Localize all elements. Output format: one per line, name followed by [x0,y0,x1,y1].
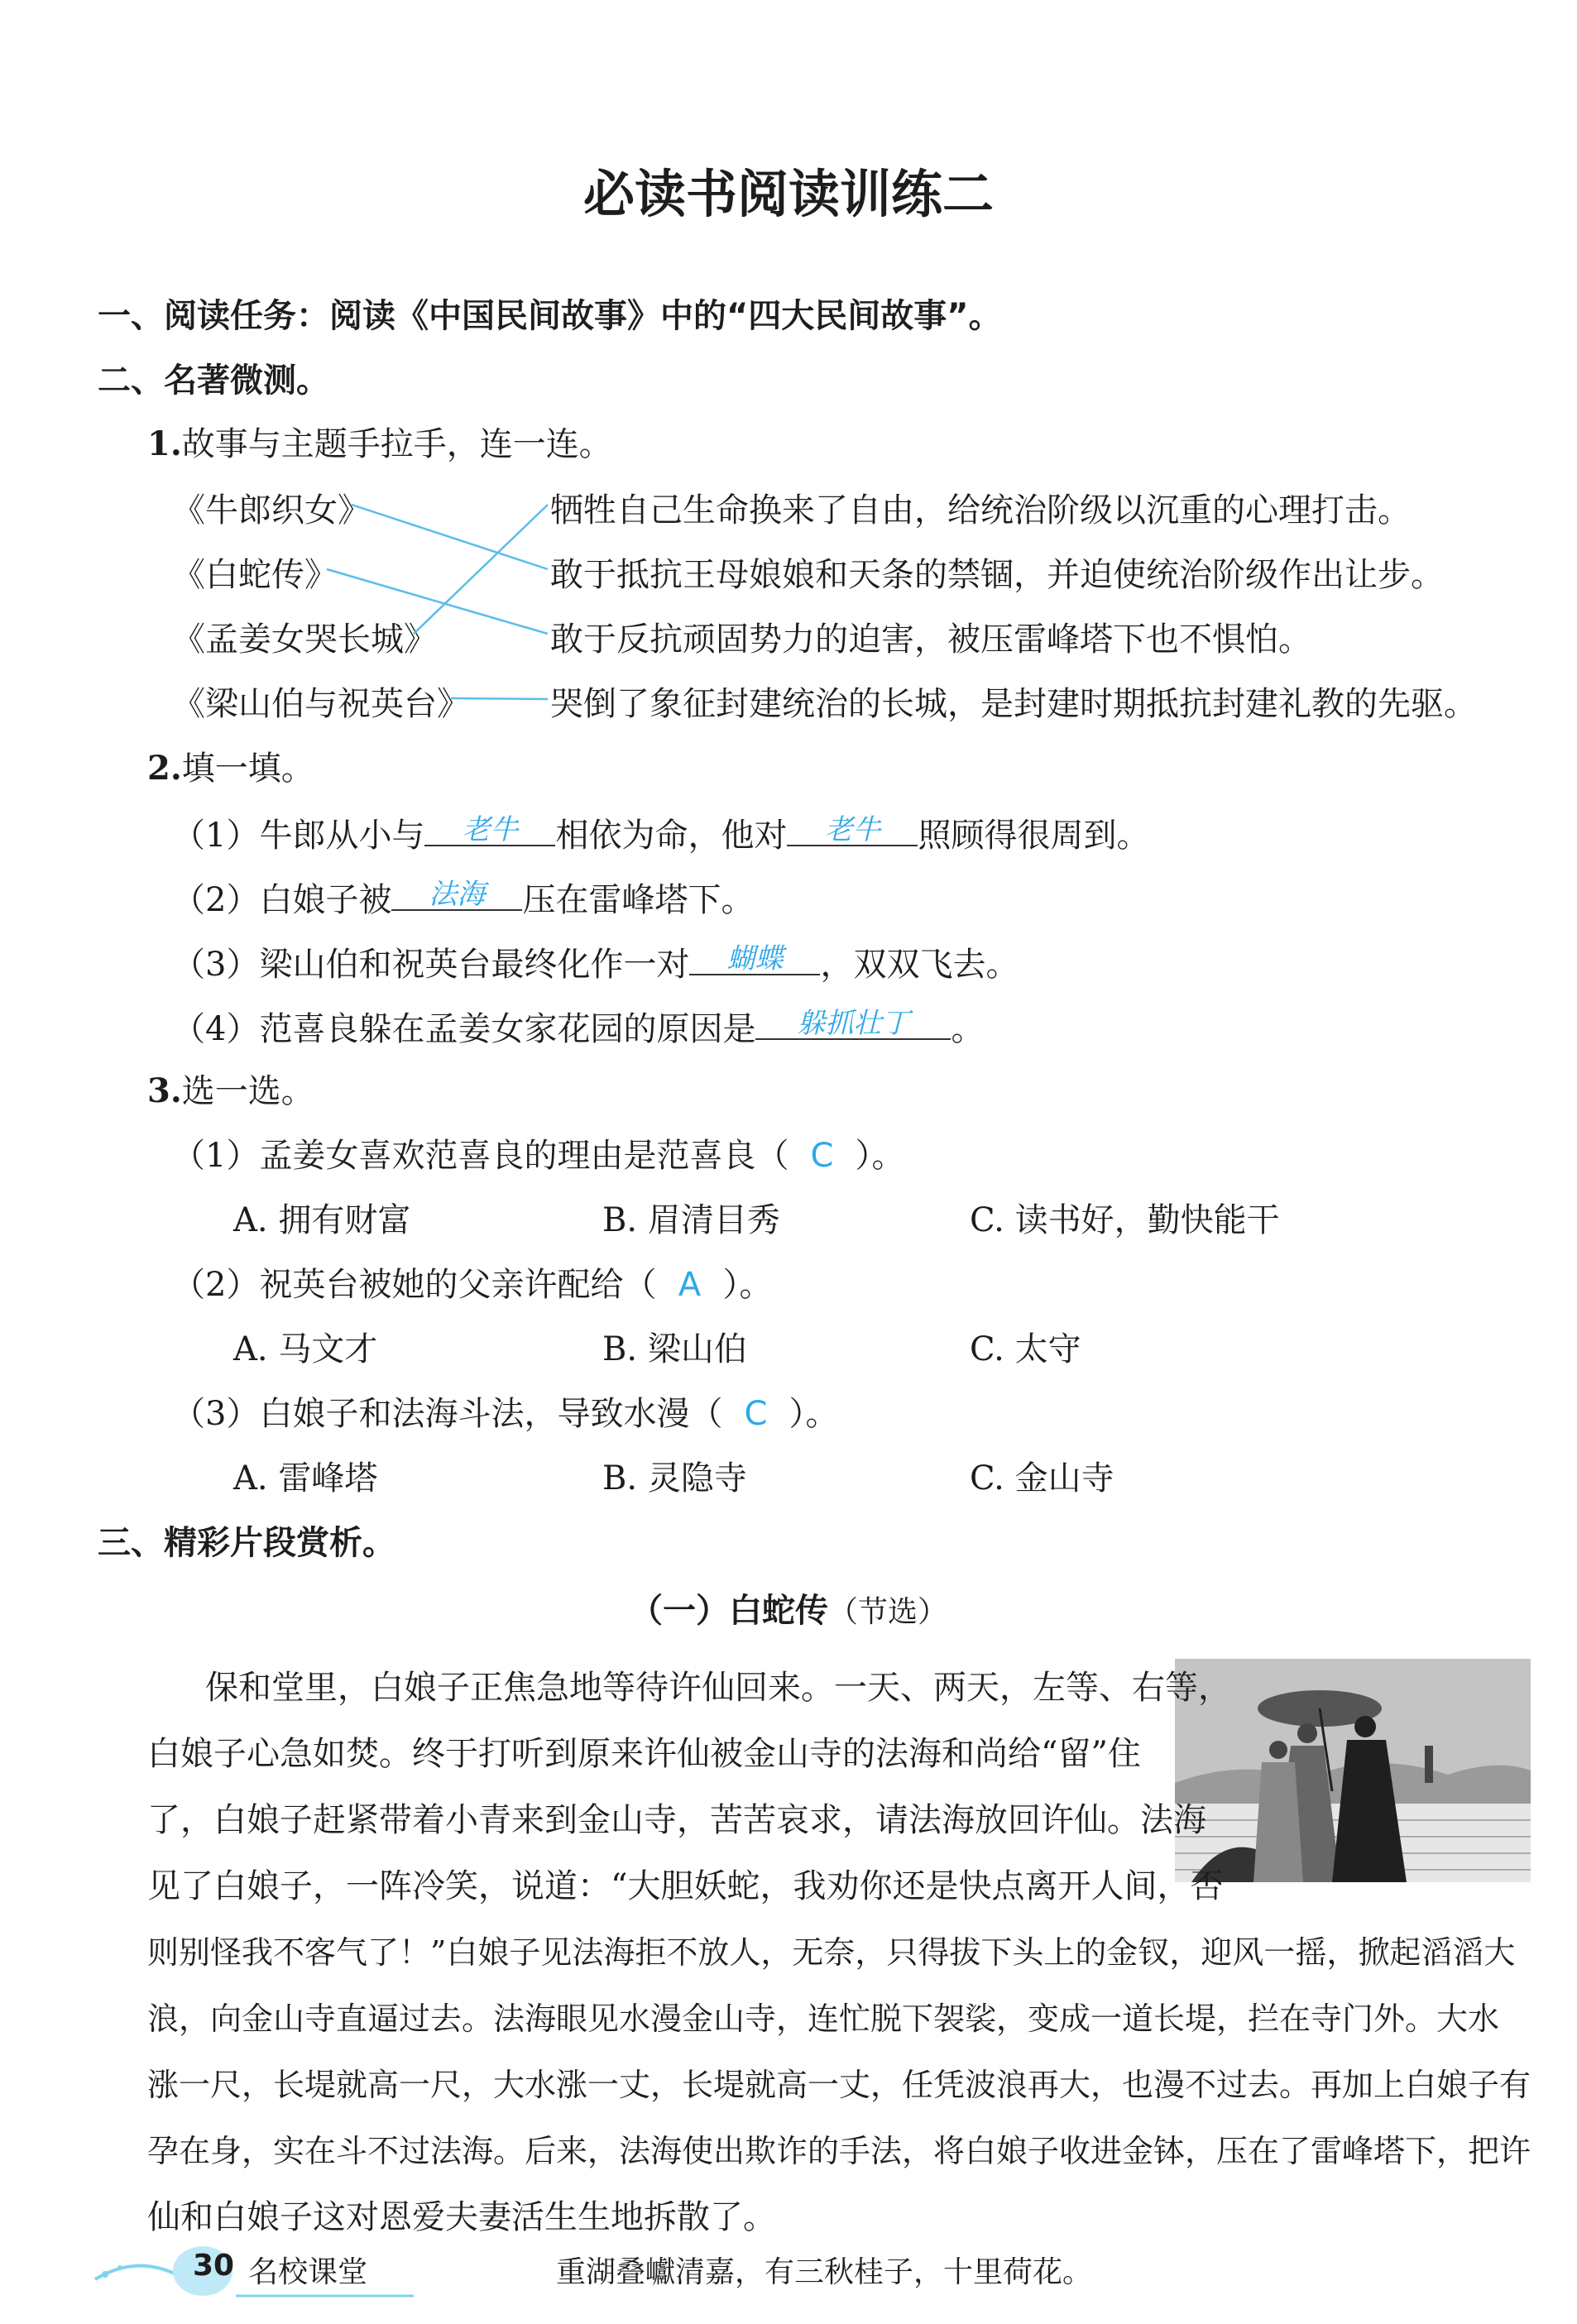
handwritten-answer: 蝴蝶 [726,942,784,975]
section-3-heading: 三、精彩片段赏析。 [98,1524,395,1562]
theme-item[interactable]: 牺牲自己生命换来了自由，给统治阶级以沉重的心理打击。 [550,491,1411,529]
question-2-number: 2. [147,749,182,788]
passage-line: 见了白娘子，一阵冷笑，说道：“大胆妖蛇，我劝你还是快点离开人间，否 [147,1867,1224,1905]
fill-item-3: （3）梁山伯和祝英台最终化作一对 蝴蝶 ，双双飞去。 [172,936,1019,985]
question-1-number: 1. [147,424,182,463]
option[interactable]: B. 梁山伯 [602,1330,747,1368]
choice-stem-3: （3）白娘子和法海斗法，导致水漫（ C ）。 [172,1395,839,1433]
passage-line: 浪，向金山寺直逼过去。法海眼见水漫金山寺，连忙脱下袈裟，变成一道长堤，拦在寺门外。大水 [147,2001,1500,2037]
handwritten-answer: 躲抓壮丁 [797,1007,910,1040]
handwritten-answer: 老牛 [824,813,881,846]
question-2-text: 填一填。 [181,750,314,788]
story-item[interactable]: 《牛郎织女》 [172,491,371,529]
passage-line: 了，白娘子赶紧带着小青来到金山寺，苦苦哀求，请法海放回许仙。法海 [147,1801,1206,1839]
theme-item[interactable]: 敢于抵抗王母娘娘和天条的禁锢，并迫使统治阶级作出让步。 [550,556,1444,594]
choice-answer[interactable]: C [810,1137,834,1175]
passage-note: （节选） [827,1595,947,1629]
page-title: 必读书阅读训练二 [582,164,994,224]
answer-blank[interactable] [755,1000,951,1040]
fill-item-2: （2）白娘子被 法海 压在雷峰塔下。 [172,871,754,921]
choice-stem-1: （1）孟姜女喜欢范喜良的理由是范喜良（ C ）。 [172,1137,905,1175]
option[interactable]: A. 拥有财富 [233,1201,411,1239]
answer-blank[interactable] [391,871,522,911]
brand-name: 名校课堂 [248,2255,368,2289]
story-item[interactable]: 《白蛇传》 [172,556,338,594]
match-line [451,698,548,699]
handwritten-answer: 老牛 [462,813,519,846]
fill-item-4: （4）范喜良躲在孟姜女家花园的原因是 躲抓壮丁 。 [172,1000,984,1050]
passage-line: 则别怪我不客气了！”白娘子见法海拒不放人，无奈，只得拔下头上的金钗，迎风一摇，掀起滔滔大 [147,1934,1516,1971]
answer-blank[interactable] [424,807,555,846]
answer-blank[interactable] [787,807,918,846]
passage-title: （一）白蛇传 [629,1592,828,1630]
question-1-text: 故事与主题手拉手，连一连。 [181,425,612,463]
option[interactable]: C. 读书好，勤快能干 [970,1201,1280,1239]
story-item[interactable]: 《梁山伯与祝英台》 [172,685,470,723]
footer-quote: 重湖叠巘清嘉，有三秋桂子，十里荷花。 [556,2255,1093,2289]
passage-heading [0,1584,1577,1632]
match-line [327,569,548,634]
match-line [352,505,548,569]
page-number: 30 [192,2249,235,2283]
option[interactable]: B. 灵隐寺 [602,1459,747,1497]
passage-line: 涨一尺，长堤就高一尺，大水涨一丈，长堤就高一丈，任凭波浪再大，也漫不过去。再加上白娘子有 [147,2067,1531,2103]
section-2-heading: 二、名著微测。 [98,362,329,400]
choice-answer[interactable]: A [678,1266,702,1304]
theme-item[interactable]: 哭倒了象征封建统治的长城，是封建时期抵抗封建礼教的先驱。 [550,685,1477,723]
option[interactable]: C. 金山寺 [970,1459,1114,1497]
passage-line: 仙和白娘子这对恩爱夫妻活生生地拆散了。 [147,2198,776,2236]
choice-answer[interactable]: C [744,1395,768,1433]
story-item[interactable]: 《孟姜女哭长城》 [172,621,437,659]
option[interactable]: C. 太守 [970,1330,1081,1368]
option[interactable]: A. 马文才 [233,1330,378,1368]
question-2 [147,742,314,789]
passage-line: 保和堂里，白娘子正焦急地等待许仙回来。一天、两天，左等、右等， [205,1669,1231,1707]
fill-item-1: （1）牛郎从小与 老牛 相依为命，他对 老牛 照顾得很周到。 [172,807,1149,856]
question-3-text: 选一选。 [181,1072,314,1110]
question-3 [147,1065,314,1112]
passage-line: 孕在身，实在斗不过法海。后来，法海使出欺诈的手法，将白娘子收进金钵，压在了雷峰塔下，把许 [147,2133,1531,2169]
question-3-number: 3. [147,1071,182,1110]
handwritten-answer: 法海 [429,878,486,911]
choice-stem-2: （2）祝英台被她的父亲许配给（ A ）。 [172,1266,773,1304]
theme-item[interactable]: 敢于反抗顽固势力的迫害，被压雷峰塔下也不惧怕。 [550,621,1311,659]
answer-blank[interactable] [689,936,820,975]
matching-lines [0,0,1577,827]
option[interactable]: B. 眉清目秀 [602,1201,780,1239]
option[interactable]: A. 雷峰塔 [233,1459,378,1497]
section-1-heading: 一、阅读任务：阅读《中国民间故事》中的“四大民间故事”。 [98,297,1002,335]
passage-line: 白娘子心急如焚。终于打听到原来许仙被金山寺的法海和尚给“留”住 [147,1735,1141,1773]
